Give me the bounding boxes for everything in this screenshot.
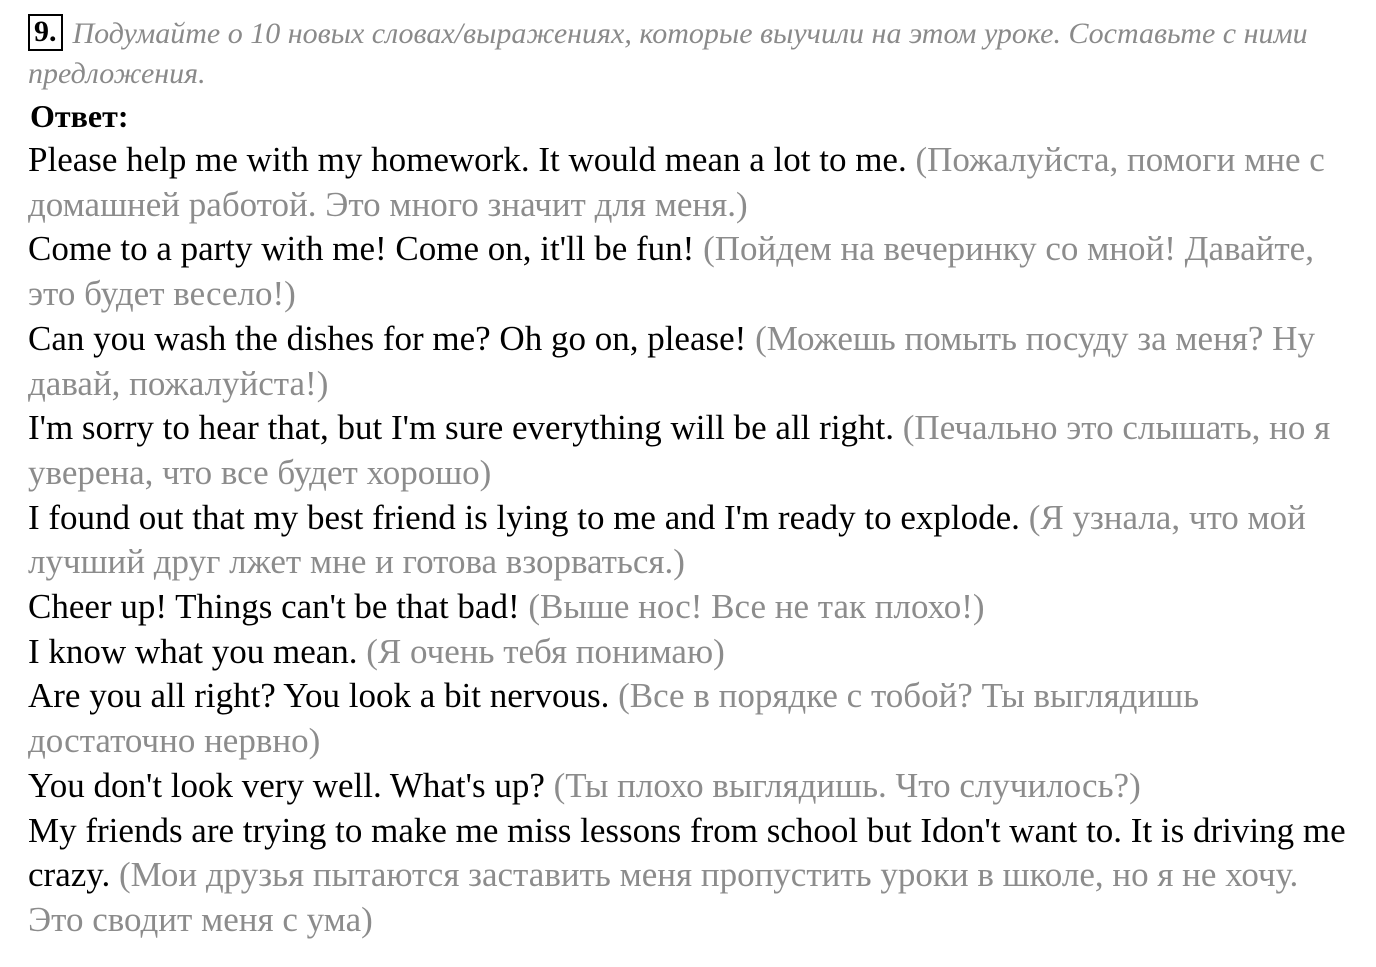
- answer-entry-4: [28, 406, 1358, 495]
- entry-english: I'm sorry to hear that, but I'm sure everything will be all right.: [28, 408, 895, 448]
- answer-entry-8: [28, 674, 1358, 763]
- answer-entry-10: [28, 809, 1358, 943]
- answer-entry-6: [28, 585, 1358, 630]
- entry-english: Cheer up! Things can't be that bad!: [28, 587, 520, 627]
- entry-translation: (Все в порядке с тобой? Ты выглядишь достаточно нервно): [28, 676, 1200, 761]
- answer-entry-5: [28, 496, 1358, 585]
- entry-translation: (Выше нос! Все не так плохо!): [528, 587, 985, 627]
- entry-translation: (Я очень тебя понимаю): [366, 631, 725, 671]
- task-instruction: Подумайте о 10 новых словах/выражениях, которые выучили на этом уроке. Составьте с ними предложения.: [28, 17, 1308, 90]
- entry-english: I found out that my best friend is lying to me and I'm ready to explode.: [28, 497, 1020, 537]
- answer-entry-7: [28, 630, 1358, 675]
- answer-entry-1: [28, 138, 1358, 227]
- answer-label: Ответ:: [30, 98, 129, 134]
- task-number-box: 9.: [28, 14, 63, 51]
- answer-entry-3: [28, 317, 1358, 406]
- entry-translation: (Ты плохо выглядишь. Что случилось?): [553, 765, 1141, 805]
- entry-english: My friends are trying to make me miss lessons from school but Idon't want to. It is driving me crazy.: [28, 810, 1346, 895]
- entry-english: Come to a party with me! Come on, it'll be fun!: [28, 229, 695, 269]
- task-header: [28, 14, 1358, 94]
- answer-entry-9: [28, 764, 1358, 809]
- entry-english: Are you all right? You look a bit nervous.: [28, 676, 610, 716]
- entry-translation: (Я узнала, что мой лучший друг лжет мне и готова взорваться.): [28, 497, 1306, 582]
- entry-english: Can you wash the dishes for me? Oh go on, please!: [28, 318, 747, 358]
- entry-translation: (Печально это слышать, но я уверена, что все будет хорошо): [28, 408, 1331, 492]
- answer-entry-2: [28, 227, 1358, 316]
- entry-translation: (Мои друзья пытаются заставить меня пропустить уроки в школе, но я не хочу. Это сводит меня с ума): [28, 855, 1299, 939]
- entry-english: You don't look very well. What's up?: [28, 765, 545, 805]
- entry-english: Please help me with my homework. It would mean a lot to me.: [28, 140, 907, 179]
- entry-translation: (Пожалуйста, помоги мне с домашней работой. Это много значит для меня.): [28, 140, 1325, 224]
- entry-translation: (Пойдем на вечеринку со мной! Давайте, это будет весело!): [28, 229, 1314, 314]
- entry-english: I know what you mean.: [28, 631, 358, 671]
- entry-translation: (Можешь помыть посуду за меня? Ну давай, пожалуйста!): [28, 318, 1315, 403]
- document-page: [28, 14, 1358, 943]
